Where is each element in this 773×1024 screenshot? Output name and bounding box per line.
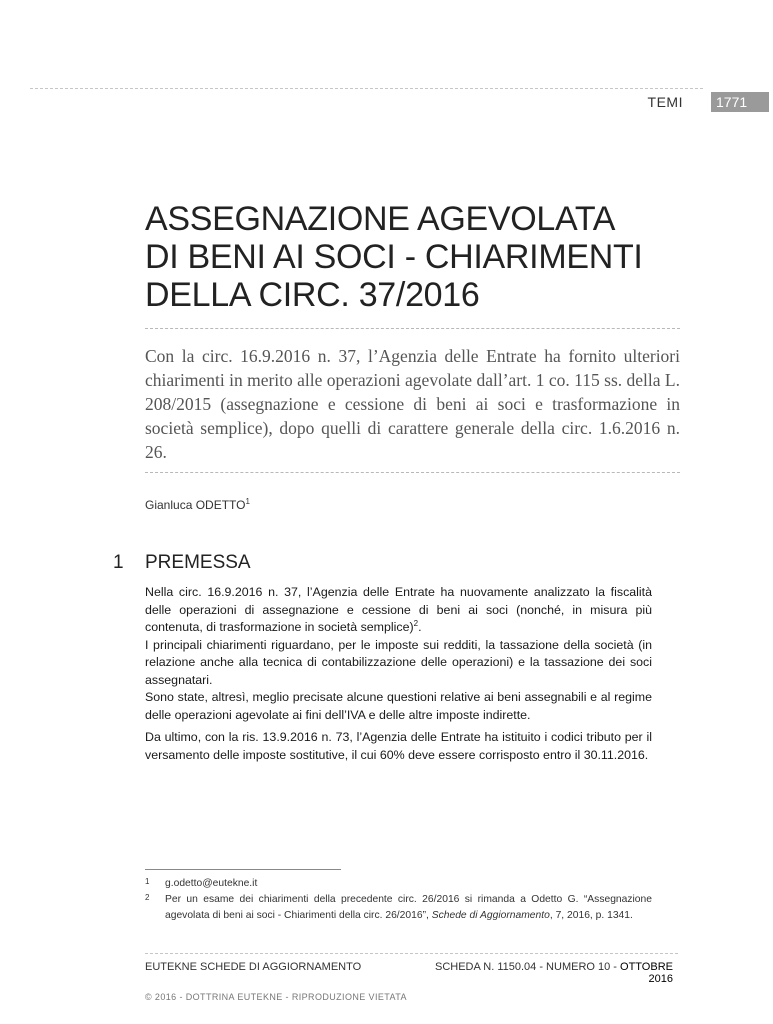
author-name: Gianluca ODETTO [145,498,246,512]
footnote [145,876,652,892]
article-title [145,200,705,314]
section-tag: TEMI [647,94,683,110]
title-line: DI BENI AI SOCI - CHIARIMENTI [145,238,643,276]
author-byline [145,497,250,512]
footnote-email-link[interactable]: g.odetto@eutekne.it [165,878,258,889]
body-paragraph: Nella circ. 16.9.2016 n. 37, l’Agenzia delle Entrate ha nuovamente analizzato la fiscalità delle operazioni di assegnazione e cessione di beni ai soci (nonché, in misura più contenuta, di trasformazione in società semplice)$^2$. [145,585,652,634]
title-line: ASSEGNAZIONE AGEVOLATA [145,200,616,238]
header-rule [30,88,703,89]
body-paragraph: Da ultimo, con la ris. 13.9.2016 n. 73, l’Agenzia delle Entrate ha istituito i codici tributo per il versamento delle imposte sostitutive, il cui 60% deve essere corrisposto entro il 30.11.2016. [145,730,652,762]
abstract-top-rule [145,328,680,329]
footnote-ref[interactable]: 2 [413,618,419,628]
footer-rule [145,953,678,954]
footnotes [145,876,652,924]
footer-issue: OTTOBRE 2016 [620,961,673,985]
footnote-separator [145,869,341,870]
abstract-bottom-rule [145,472,680,473]
section-number: 1 [113,552,124,573]
copyright-notice: © 2016 - DOTTRINA EUTEKNE - RIPRODUZIONE VIETATA [145,992,407,1002]
article-abstract: Con la circ. 16.9.2016 n. 37, l’Agenzia delle Entrate ha fornito ulteriori chiarimenti in merito alle operazioni agevolate dall’art. 1 co. 115 ss. della L. 208/2015 (assegnazione e cessione di beni ai soci e trasformazione in società semplice), dopo quelli di carattere generale della circ. 1.6.2016 n. 26. [145,346,680,462]
footer-brand: EUTEKNE [145,961,197,973]
body-paragraph: I principali chiarimenti riguardano, per le imposte sui redditi, la tassazione della società (in relazione anche alla tecnica di contabilizzazione delle operazioni) e la tassazione dei soci assegnatari. [145,637,652,687]
section-body [145,584,652,764]
body-paragraph: Sono state, altresì, meglio precisate alcune questioni relative ai beni assegnabili e al regime delle operazioni agevolate ai fini dell’IVA e delle altre imposte indirette. [145,690,652,722]
section-heading: PREMESSA [145,552,251,573]
footnote-mark: 2 [145,893,150,902]
footnote-ref[interactable]: 1 [245,497,250,506]
title-line: DELLA CIRC. 37/2016 [145,276,480,314]
footer-issue-info: SCHEDA N. 1150.04 - NUMERO 10 - OTTOBRE 2016 [434,961,673,985]
footnote-text: Per un esame dei chiarimenti della precedente circ. 26/2016 si rimanda a Odetto G. “Assegnazione agevolata di beni ai soci - Chiarimenti della circ. 26/2016”, Schede di Aggiornamento, 7, 2016, p. 1341. [165,894,652,921]
page-number-badge: 1771 [711,92,769,112]
footnote [145,892,652,924]
footer-publication: EUTEKNE SCHEDE DI AGGIORNAMENTO [145,961,362,973]
footnote-mark: 1 [145,877,150,886]
